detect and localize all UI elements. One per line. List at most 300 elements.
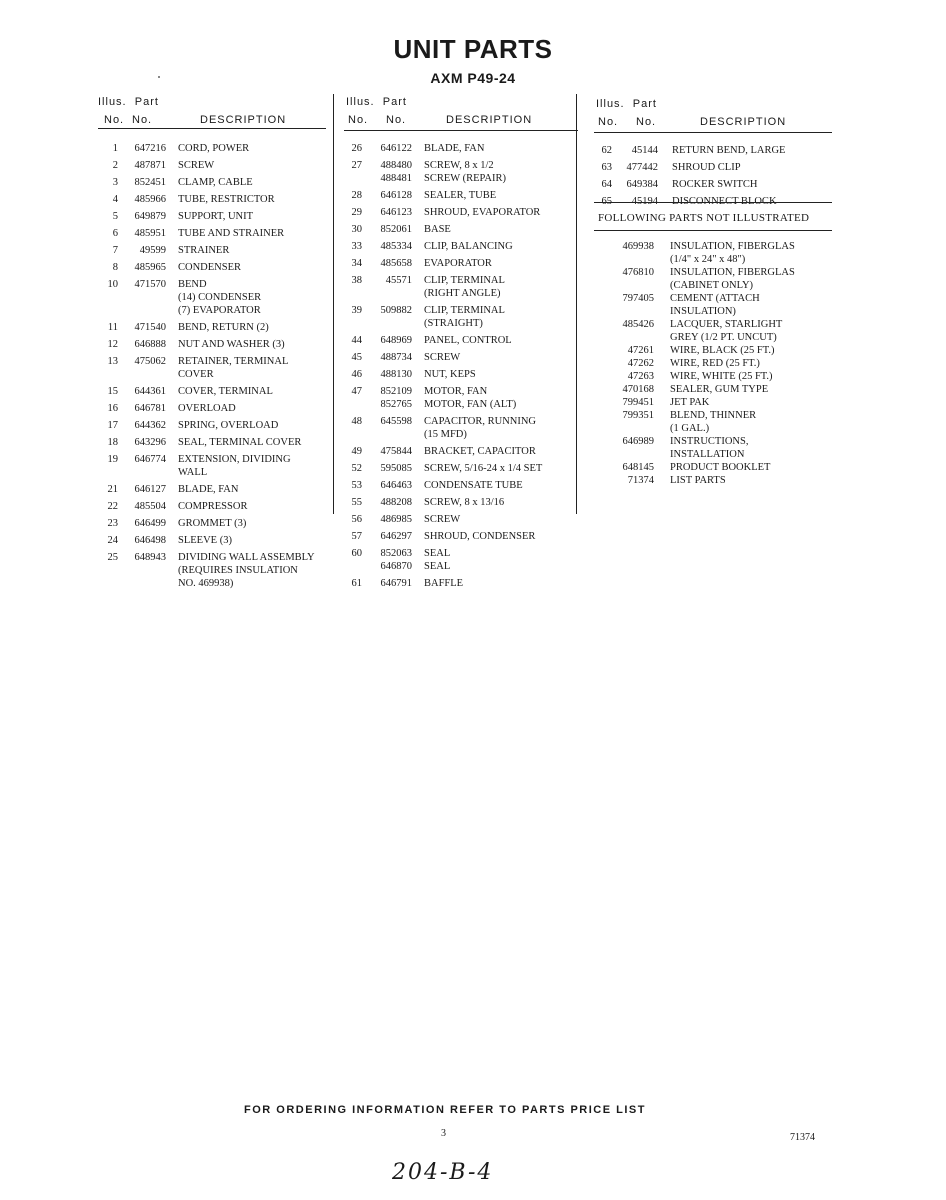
illus-number: 39 [351, 305, 362, 316]
part-description: OVERLOAD [178, 403, 236, 414]
part-description: GREY (1/2 PT. UNCUT) [670, 332, 777, 343]
part-number: 476810 [622, 267, 654, 278]
parts-row [346, 287, 576, 300]
illus-number: 48 [351, 416, 362, 427]
illus-number: 57 [351, 531, 362, 542]
illus-number: 60 [351, 548, 362, 559]
part-number: 646781 [134, 403, 166, 414]
illus-number: 29 [351, 207, 362, 218]
parts-list-2 [346, 142, 576, 590]
header-rule-1 [98, 128, 326, 129]
part-number: 646870 [380, 561, 412, 572]
part-description: RETAINER, TERMINAL [178, 356, 289, 367]
document-number: 71374 [790, 1132, 815, 1143]
part-description: INSTALLATION [670, 449, 745, 460]
part-number: 646774 [134, 454, 166, 465]
parts-row [610, 409, 832, 422]
header-no-illus: No. [348, 114, 369, 126]
part-number: 649879 [134, 211, 166, 222]
header-description: DESCRIPTION [700, 116, 787, 128]
part-description: EXTENSION, DIVIDING [178, 454, 291, 465]
illus-number: 64 [601, 179, 612, 190]
illus-number: 47 [351, 386, 362, 397]
part-description: NUT AND WASHER (3) [178, 339, 285, 350]
part-number: 71374 [627, 475, 654, 486]
part-description: (REQUIRES INSULATION [178, 565, 298, 576]
part-description: SCREW (REPAIR) [424, 173, 506, 184]
parts-row [610, 357, 832, 370]
illus-number: 44 [351, 335, 362, 346]
part-description: TUBE, RESTRICTOR [178, 194, 275, 205]
parts-column-1 [98, 96, 328, 130]
part-description: SCREW, 5/16-24 x 1/4 SET [424, 463, 543, 474]
parts-list-1 [102, 142, 330, 590]
scan-speck [158, 76, 160, 78]
parts-row [346, 462, 576, 475]
part-description: BAFFLE [424, 578, 464, 589]
part-description: BEND [178, 279, 207, 290]
illus-number: 15 [107, 386, 118, 397]
illus-number: 34 [351, 258, 362, 269]
parts-row [346, 577, 576, 590]
part-number: 485966 [134, 194, 166, 205]
part-description: SCREW, 8 x 13/16 [424, 497, 505, 508]
parts-row [102, 304, 330, 317]
part-description: SEALER, TUBE [424, 190, 497, 201]
parts-row [610, 448, 832, 461]
illus-number: 3 [112, 177, 118, 188]
part-description: BLADE, FAN [424, 143, 485, 154]
not-illustrated-heading: FOLLOWING PARTS NOT ILLUSTRATED [598, 212, 810, 224]
column-header [98, 96, 328, 130]
parts-row [610, 305, 832, 318]
part-number: 646463 [380, 480, 412, 491]
part-description: CONDENSATE TUBE [424, 480, 523, 491]
part-description: INSTRUCTIONS, [670, 436, 749, 447]
parts-row [596, 178, 832, 191]
parts-row [102, 385, 330, 398]
part-description: SCREW [424, 514, 461, 525]
part-description: MOTOR, FAN [424, 386, 488, 397]
parts-row [610, 461, 832, 474]
part-description: (CABINET ONLY) [670, 280, 754, 291]
illus-number: 7 [112, 245, 118, 256]
part-description: SHROUD, EVAPORATOR [424, 207, 541, 218]
parts-row [346, 428, 576, 441]
parts-row [102, 436, 330, 449]
part-description: SLEEVE (3) [178, 535, 232, 546]
not-illustrated-rule [594, 230, 832, 231]
parts-list-3 [596, 144, 832, 208]
part-description: (1 GAL.) [670, 423, 710, 434]
parts-row [102, 534, 330, 547]
part-number: 646499 [134, 518, 166, 529]
illus-number: 12 [107, 339, 118, 350]
parts-row [610, 383, 832, 396]
part-number: 644361 [134, 386, 166, 397]
part-description: RETURN BEND, LARGE [672, 145, 786, 156]
handwritten-note: 204-B-4 [392, 1160, 494, 1185]
part-number: 485965 [134, 262, 166, 273]
illus-number: 13 [107, 356, 118, 367]
header-no-part: No. [132, 114, 153, 126]
parts-row [102, 278, 330, 291]
column-divider-2 [576, 94, 577, 514]
part-description: (RIGHT ANGLE) [424, 288, 501, 299]
part-number: 469938 [622, 241, 654, 252]
part-number: 49599 [139, 245, 166, 256]
parts-row [102, 577, 330, 590]
part-description: BLEND, THINNER [670, 410, 757, 421]
parts-row [346, 496, 576, 509]
parts-row [610, 396, 832, 409]
part-description: LACQUER, STARLIGHT [670, 319, 783, 330]
illus-number: 11 [107, 322, 118, 333]
illus-number: 45 [351, 352, 362, 363]
illus-number: 46 [351, 369, 362, 380]
part-description: BLADE, FAN [178, 484, 239, 495]
illus-number: 23 [107, 518, 118, 529]
part-number: 852451 [134, 177, 166, 188]
parts-row [596, 161, 832, 174]
part-description: INSULATION, FIBERGLAS [670, 241, 795, 252]
illus-number: 21 [107, 484, 118, 495]
parts-row [346, 398, 576, 411]
part-description: WIRE, WHITE (25 FT.) [670, 371, 773, 382]
illus-number: 49 [351, 446, 362, 457]
part-number: 488734 [380, 352, 412, 363]
header-no-illus: No. [598, 116, 619, 128]
part-description: SUPPORT, UNIT [178, 211, 254, 222]
parts-row [102, 483, 330, 496]
illus-number: 52 [351, 463, 362, 474]
part-number: 852765 [380, 399, 412, 410]
parts-row [102, 466, 330, 479]
part-number: 643296 [134, 437, 166, 448]
part-description: INSULATION, FIBERGLAS [670, 267, 795, 278]
part-description: CLAMP, CABLE [178, 177, 253, 188]
header-illus: Illus. Part [346, 96, 407, 108]
part-description: SCREW [424, 352, 461, 363]
parts-row [346, 206, 576, 219]
parts-row [102, 176, 330, 189]
part-number: 645598 [380, 416, 412, 427]
part-description: LIST PARTS [670, 475, 726, 486]
part-number: 475062 [134, 356, 166, 367]
header-description: DESCRIPTION [200, 114, 287, 126]
part-description: (14) CONDENSER [178, 292, 262, 303]
illus-number: 28 [351, 190, 362, 201]
column-divider-1 [333, 94, 334, 514]
part-description: WIRE, RED (25 FT.) [670, 358, 760, 369]
part-number: 45144 [631, 145, 658, 156]
parts-row [102, 210, 330, 223]
part-number: 488208 [380, 497, 412, 508]
parts-row [346, 547, 576, 560]
part-description: CEMENT (ATTACH [670, 293, 760, 304]
parts-row [346, 530, 576, 543]
part-description: MOTOR, FAN (ALT) [424, 399, 517, 410]
parts-row [346, 274, 576, 287]
illus-number: 30 [351, 224, 362, 235]
part-description: SEAL [424, 548, 451, 559]
illus-number: 24 [107, 535, 118, 546]
parts-row [596, 144, 832, 157]
column-header [346, 96, 576, 130]
part-number: 852061 [380, 224, 412, 235]
part-number: 488130 [380, 369, 412, 380]
illus-number: 65 [601, 196, 612, 207]
part-description: SPRING, OVERLOAD [178, 420, 279, 431]
illus-number: 6 [112, 228, 118, 239]
part-description: CLIP, BALANCING [424, 241, 513, 252]
parts-row [610, 279, 832, 292]
parts-row [346, 368, 576, 381]
illus-number: 53 [351, 480, 362, 491]
parts-row [102, 564, 330, 577]
part-description: NO. 469938) [178, 578, 234, 589]
part-description: (7) EVAPORATOR [178, 305, 261, 316]
illus-number: 61 [351, 578, 362, 589]
parts-row [610, 370, 832, 383]
parts-row [610, 422, 832, 435]
part-description: EVAPORATOR [424, 258, 492, 269]
part-number: 488480 [380, 160, 412, 171]
parts-row [102, 517, 330, 530]
part-description: COMPRESSOR [178, 501, 248, 512]
illus-number: 1 [112, 143, 118, 154]
part-number: 487871 [134, 160, 166, 171]
part-description: TUBE AND STRAINER [178, 228, 285, 239]
part-description: BRACKET, CAPACITOR [424, 446, 536, 457]
header-description: DESCRIPTION [446, 114, 533, 126]
illus-number: 16 [107, 403, 118, 414]
parts-row [610, 266, 832, 279]
parts-row [610, 344, 832, 357]
header-illus: Illus. Part [98, 96, 159, 108]
part-number: 646127 [134, 484, 166, 495]
ordering-note: FOR ORDERING INFORMATION REFER TO PARTS PRICE LIST [244, 1104, 646, 1116]
part-number: 646791 [380, 578, 412, 589]
parts-row [346, 159, 576, 172]
part-number: 488481 [380, 173, 412, 184]
parts-row [102, 419, 330, 432]
illus-number: 17 [107, 420, 118, 431]
parts-row [610, 253, 832, 266]
header-no-illus: No. [104, 114, 125, 126]
part-description: DIVIDING WALL ASSEMBLY [178, 552, 315, 563]
part-number: 646123 [380, 207, 412, 218]
parts-row [102, 402, 330, 415]
part-description: SHROUD, CONDENSER [424, 531, 536, 542]
parts-row [346, 223, 576, 236]
part-number: 646498 [134, 535, 166, 546]
part-number: 644362 [134, 420, 166, 431]
parts-row [102, 261, 330, 274]
parts-row [102, 338, 330, 351]
part-description: ROCKER SWITCH [672, 179, 758, 190]
model-number: AXM P49-24 [430, 70, 516, 86]
illus-number: 62 [601, 145, 612, 156]
part-number: 485951 [134, 228, 166, 239]
page-number: 3 [441, 1128, 446, 1139]
not-illustrated-list [610, 240, 832, 487]
parts-row [346, 513, 576, 526]
parts-row [346, 240, 576, 253]
part-description: CLIP, TERMINAL [424, 275, 505, 286]
parts-row [102, 368, 330, 381]
parts-row [102, 159, 330, 172]
parts-row [346, 415, 576, 428]
part-number: 646122 [380, 143, 412, 154]
illus-number: 18 [107, 437, 118, 448]
part-number: 45194 [631, 196, 658, 207]
part-number: 485426 [622, 319, 654, 330]
illus-number: 8 [112, 262, 118, 273]
parts-row [610, 474, 832, 487]
part-description: SCREW, 8 x 1/2 [424, 160, 494, 171]
part-number: 799451 [622, 397, 654, 408]
part-number: 471570 [134, 279, 166, 290]
part-description: PRODUCT BOOKLET [670, 462, 771, 473]
part-number: 485658 [380, 258, 412, 269]
part-number: 477442 [626, 162, 658, 173]
illus-number: 56 [351, 514, 362, 525]
part-number: 47262 [627, 358, 654, 369]
part-description: STRAINER [178, 245, 230, 256]
parts-row [102, 291, 330, 304]
part-description: WIRE, BLACK (25 FT.) [670, 345, 775, 356]
part-number: 852109 [380, 386, 412, 397]
part-number: 852063 [380, 548, 412, 559]
part-description: NUT, KEPS [424, 369, 476, 380]
parts-row [102, 244, 330, 257]
parts-row [102, 551, 330, 564]
illus-number: 27 [351, 160, 362, 171]
part-number: 647216 [134, 143, 166, 154]
parts-row [346, 304, 576, 317]
parts-row [346, 445, 576, 458]
parts-row [102, 193, 330, 206]
parts-row [346, 351, 576, 364]
illus-number: 10 [107, 279, 118, 290]
illus-number: 63 [601, 162, 612, 173]
illus-number: 26 [351, 143, 362, 154]
illus-number: 2 [112, 160, 118, 171]
part-description: PANEL, CONTROL [424, 335, 512, 346]
parts-row [610, 240, 832, 253]
part-description: SEAL, TERMINAL COVER [178, 437, 302, 448]
parts-row [102, 142, 330, 155]
part-number: 595085 [380, 463, 412, 474]
part-number: 47263 [627, 371, 654, 382]
parts-row [346, 189, 576, 202]
part-description: (15 MFD) [424, 429, 467, 440]
part-description: WALL [178, 467, 208, 478]
part-number: 485504 [134, 501, 166, 512]
illus-number: 19 [107, 454, 118, 465]
column-header [596, 98, 832, 132]
part-description: COVER [178, 369, 214, 380]
parts-row [610, 318, 832, 331]
parts-row [346, 142, 576, 155]
part-number: 485334 [380, 241, 412, 252]
parts-row [610, 435, 832, 448]
illus-number: 38 [351, 275, 362, 286]
part-description: CONDENSER [178, 262, 242, 273]
part-description: CAPACITOR, RUNNING [424, 416, 537, 427]
part-description: JET PAK [670, 397, 710, 408]
illus-number: 33 [351, 241, 362, 252]
part-description: SHROUD CLIP [672, 162, 741, 173]
parts-row [346, 560, 576, 573]
illus-number: 55 [351, 497, 362, 508]
parts-row [346, 317, 576, 330]
part-number: 797405 [622, 293, 654, 304]
header-illus: Illus. Part [596, 98, 657, 110]
part-description: INSULATION) [670, 306, 736, 317]
parts-row [610, 292, 832, 305]
part-number: 648943 [134, 552, 166, 563]
part-number: 648145 [622, 462, 654, 473]
parts-row [102, 453, 330, 466]
parts-column-2 [346, 96, 576, 130]
parts-row [346, 257, 576, 270]
part-number: 486985 [380, 514, 412, 525]
part-description: SEALER, GUM TYPE [670, 384, 769, 395]
illus-number: 4 [112, 194, 118, 205]
part-number: 475844 [380, 446, 412, 457]
part-number: 646989 [622, 436, 654, 447]
parts-row [102, 355, 330, 368]
part-number: 471540 [134, 322, 166, 333]
part-number: 799351 [622, 410, 654, 421]
header-no-part: No. [386, 114, 407, 126]
part-number: 646297 [380, 531, 412, 542]
parts-row [346, 172, 576, 185]
part-number: 646888 [134, 339, 166, 350]
illus-number: 25 [107, 552, 118, 563]
part-description: BASE [424, 224, 451, 235]
part-description: DISCONNECT BLOCK [672, 196, 777, 207]
part-description: (STRAIGHT) [424, 318, 483, 329]
part-description: CORD, POWER [178, 143, 250, 154]
illus-number: 22 [107, 501, 118, 512]
header-rule-2 [344, 130, 578, 131]
part-description: GROMMET (3) [178, 518, 247, 529]
parts-row [610, 331, 832, 344]
part-number: 47261 [627, 345, 654, 356]
part-number: 649384 [626, 179, 658, 190]
header-rule-3 [594, 132, 832, 133]
header-no-part: No. [636, 116, 657, 128]
not-illustrated-top-rule [594, 202, 832, 203]
illus-number: 5 [112, 211, 118, 222]
part-description: COVER, TERMINAL [178, 386, 273, 397]
parts-row [102, 321, 330, 334]
parts-row [102, 500, 330, 513]
part-description: (1/4" x 24" x 48") [670, 254, 746, 265]
part-number: 648969 [380, 335, 412, 346]
part-number: 509882 [380, 305, 412, 316]
part-description: SEAL [424, 561, 451, 572]
parts-row [346, 334, 576, 347]
part-description: BEND, RETURN (2) [178, 322, 269, 333]
page-title: UNIT PARTS [393, 34, 553, 64]
parts-row [102, 227, 330, 240]
part-description: SCREW [178, 160, 215, 171]
part-number: 45571 [385, 275, 412, 286]
